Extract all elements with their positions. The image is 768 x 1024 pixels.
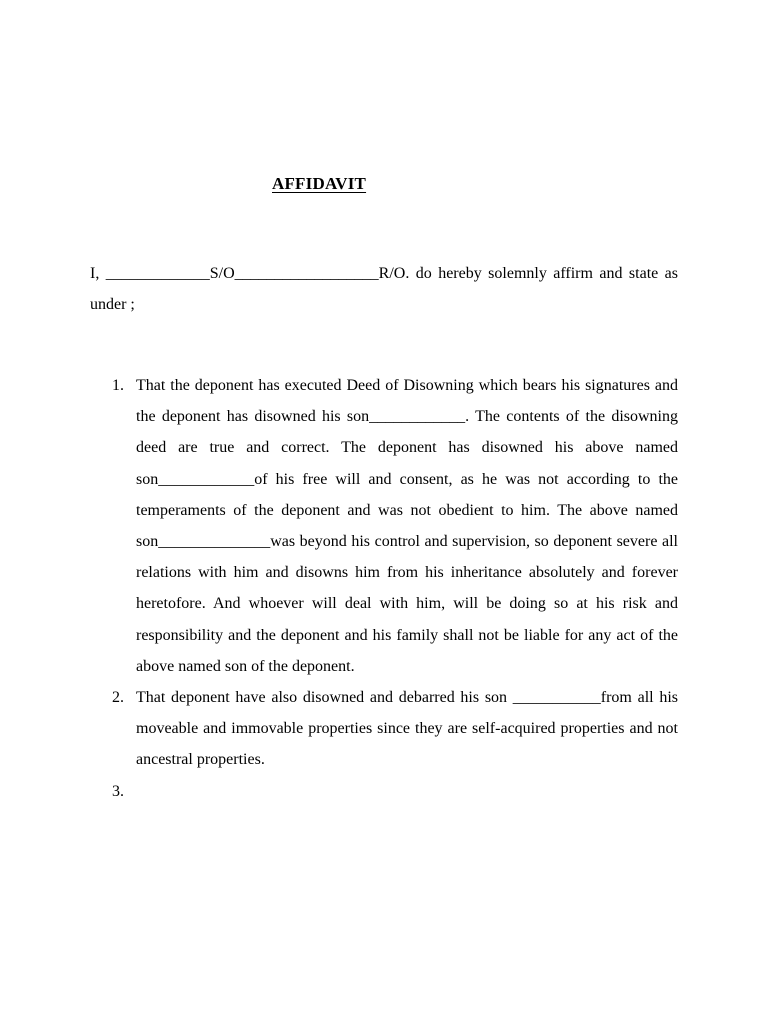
clause-number: 3.: [112, 782, 124, 800]
affidavit-clauses: [90, 370, 678, 807]
clause-text: That deponent have also disowned and debarred his son ___________from all his moveable and immovable properties since they are self-acquired properties and not ancestral properties.: [136, 689, 678, 769]
clause-text: That the deponent has executed Deed of Disowning which bears his signatures and the deponent has disowned his son____________. The contents of the disowning deed are true and correct. The deponent has disowned his above named son____________of his free will and consent, as he was not according to the temperaments of the deponent and was not obedient to him. The above named son______________was beyond his control and supervision, so deponent severe all relations with him and disowns him from his inheritance absolutely and forever heretofore. And whoever will deal with him, will be doing so at his risk and responsibility and the deponent and his family shall not be liable for any act of the above named son of the deponent.: [136, 377, 678, 675]
intro-paragraph: I, _____________S/O__________________R/O. do hereby solemnly affirm and state as under ;: [90, 265, 678, 313]
clause-item: [90, 370, 678, 682]
clause-number: 1.: [112, 377, 124, 394]
clause-item: [90, 682, 678, 776]
clause-item: [90, 776, 678, 807]
clause-number: 2.: [112, 689, 124, 707]
document-title: AFFIDAVIT: [272, 174, 367, 193]
clause-text: [136, 776, 678, 807]
